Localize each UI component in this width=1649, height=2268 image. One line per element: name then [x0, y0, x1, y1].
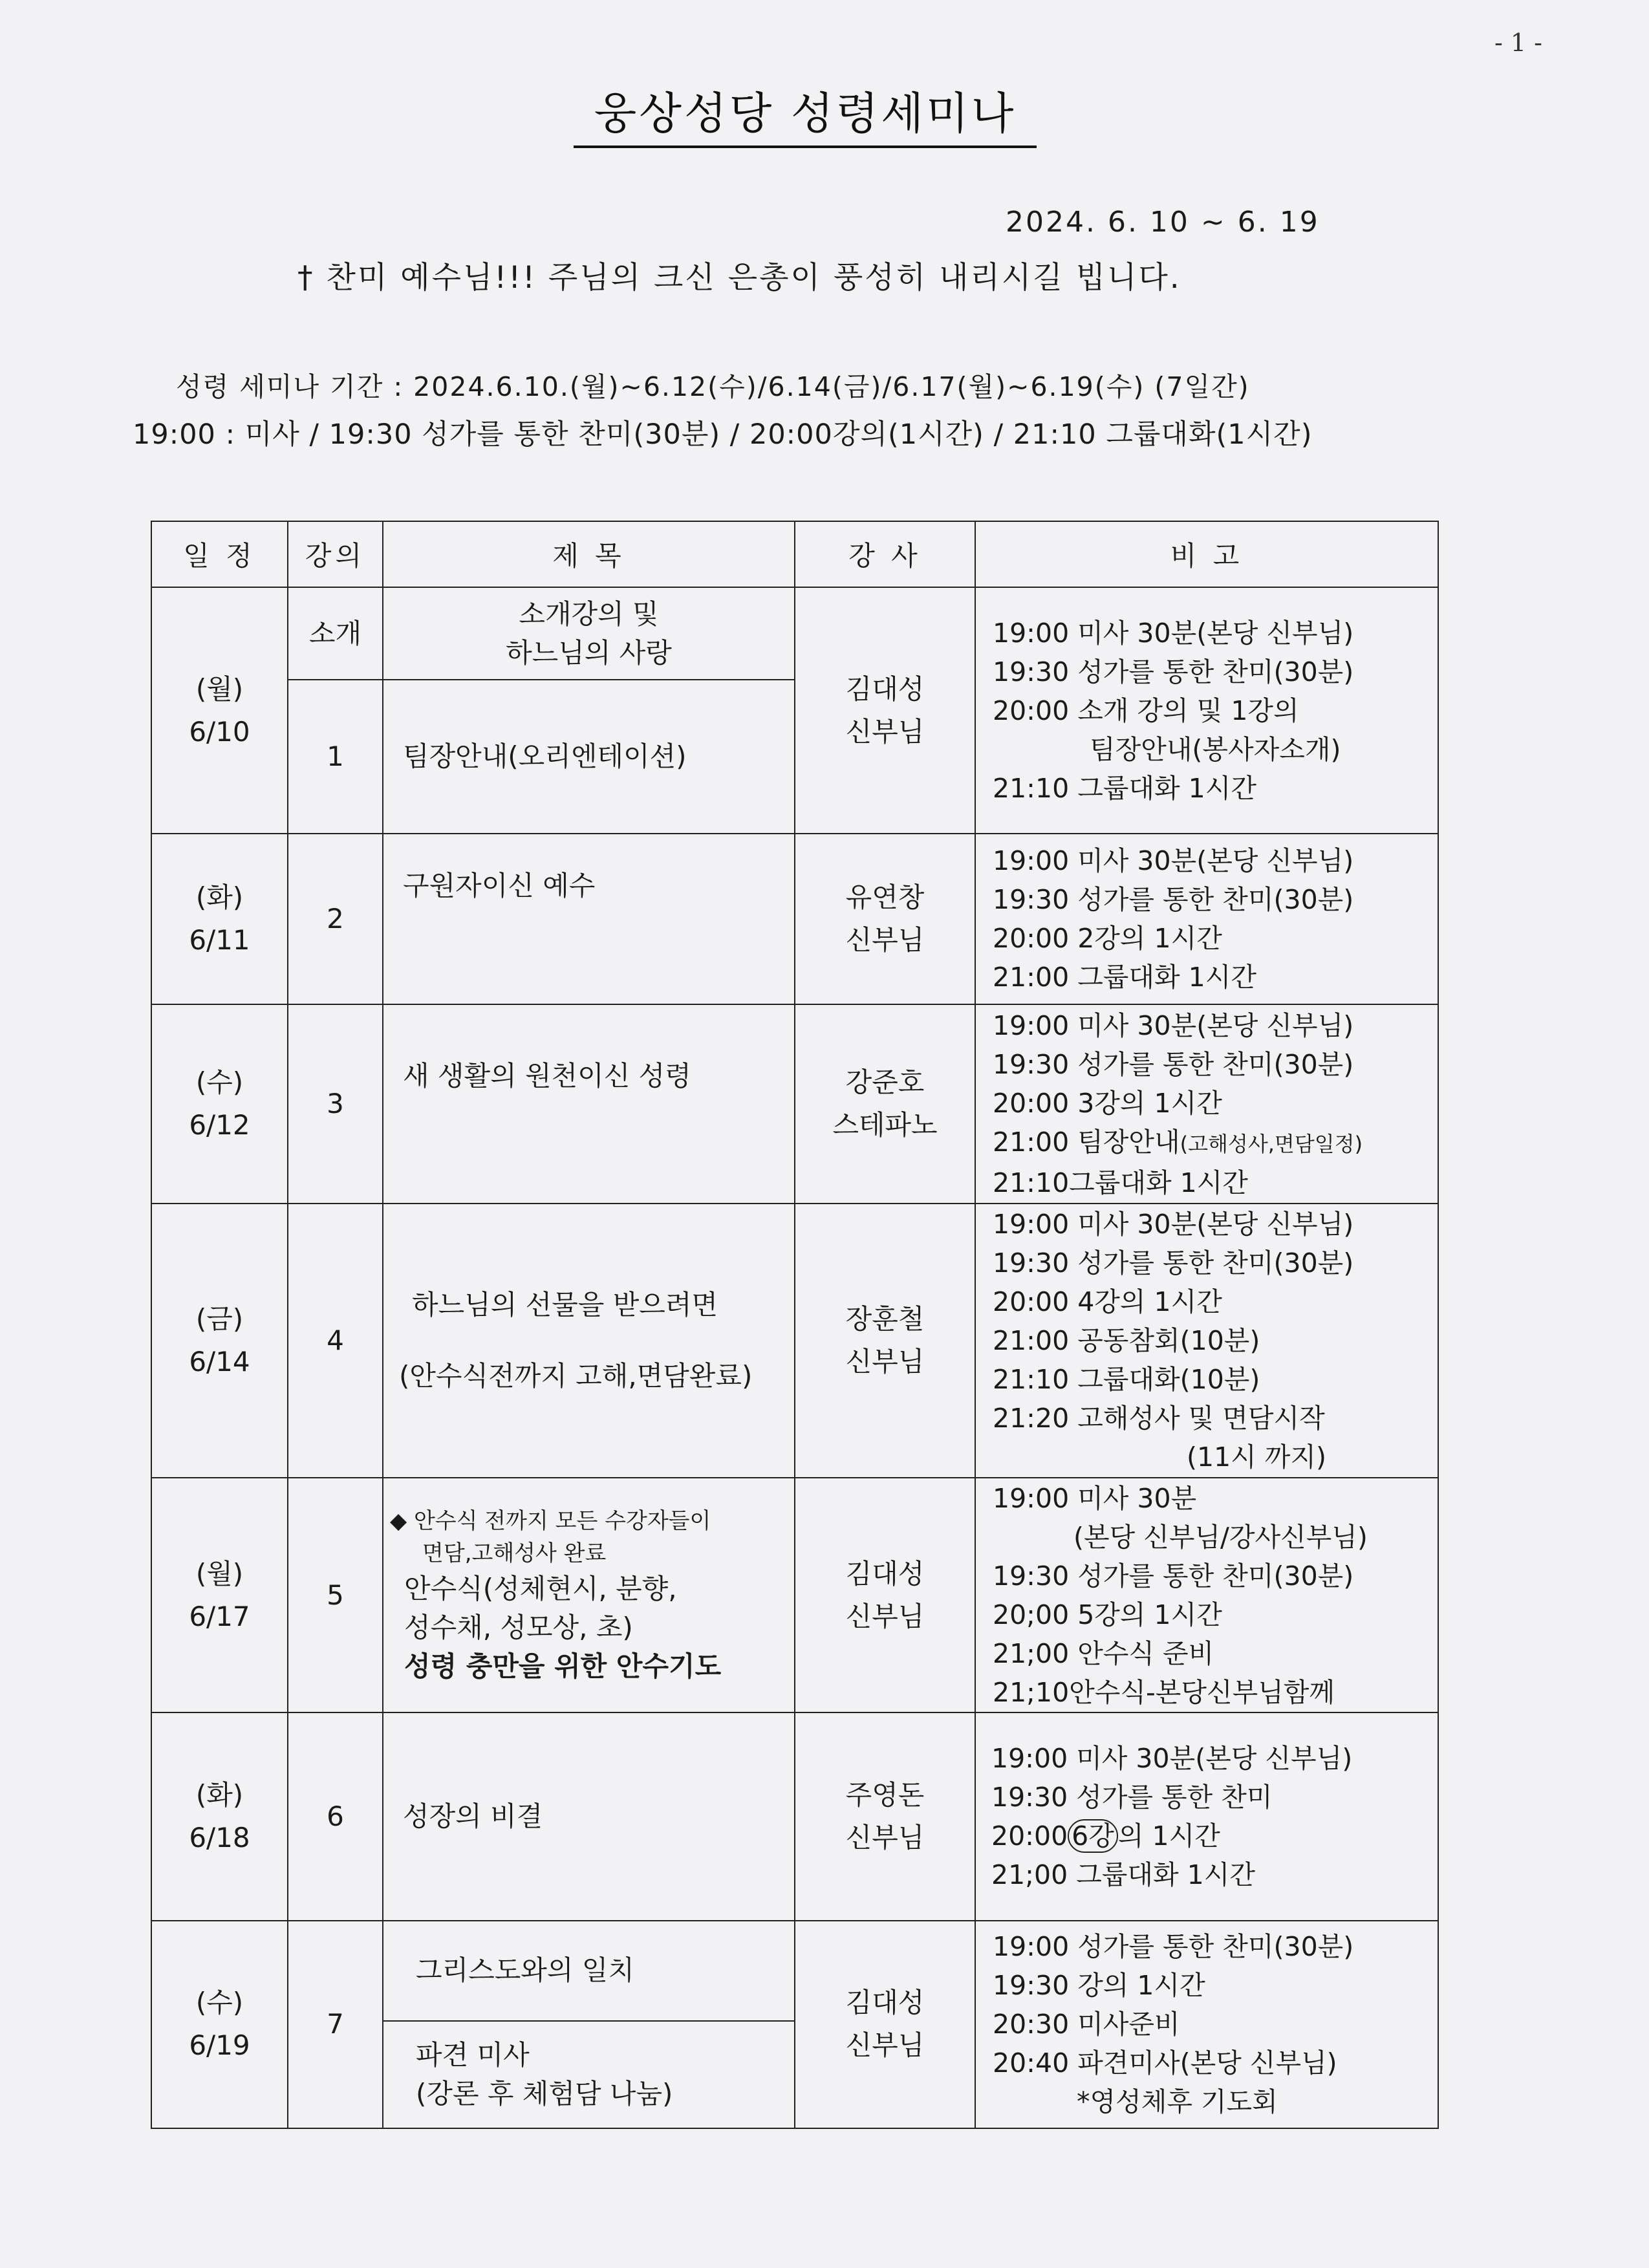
title-line: 소개강의 및	[519, 598, 659, 630]
lecture-cell: 소개	[288, 587, 383, 680]
date-cell	[151, 834, 288, 1004]
notes-cell	[975, 834, 1438, 1004]
note-line: 21;00 안수식 준비	[993, 1637, 1214, 1669]
date-value: 6/18	[189, 1822, 250, 1854]
teacher-cell	[795, 1204, 975, 1478]
teacher-title: 신부님	[845, 923, 925, 956]
note-line: 21:00 그룹대화 1시간	[993, 961, 1256, 993]
teacher-cell	[795, 1921, 975, 2128]
note-line: 21:10 그룹대화(10분)	[993, 1364, 1260, 1396]
header-title: 제 목	[383, 521, 795, 587]
title-line: 하느님의 사랑	[506, 636, 672, 669]
table-row	[151, 587, 1438, 680]
date-cell	[151, 1921, 288, 2128]
teacher-name: 김대성	[845, 673, 925, 705]
note-line: 19:30 성가를 통한 찬미(30분)	[993, 656, 1354, 687]
seminar-period: 성령 세미나 기간 : 2024.6.10.(월)~6.12(수)/6.14(금)/6.17(월)~6.19(수) (7일간)	[176, 371, 1250, 402]
date-value: 6/17	[189, 1600, 250, 1632]
note-line: 19:30 성가를 통한 찬미(30분)	[993, 1560, 1354, 1592]
note-line: 21;10안수식-본당신부님함께	[993, 1676, 1335, 1708]
date-day: (수)	[195, 1066, 244, 1099]
page-number: - 1 -	[1494, 28, 1542, 57]
lecture-cell: 4	[288, 1204, 383, 1478]
header-notes: 비 고	[975, 521, 1438, 587]
note-line: 20:00 2강의 1시간	[993, 922, 1222, 954]
title-line: 파견 미사	[416, 2039, 530, 2071]
date-day: (수)	[195, 1987, 244, 2019]
table-row	[151, 834, 1438, 1004]
note-rest: 의 1시간	[1117, 1820, 1220, 1852]
table-row	[151, 1004, 1438, 1204]
title-cell	[383, 2021, 795, 2128]
note-line: 19:00 성가를 통한 찬미(30분)	[993, 1931, 1354, 1963]
title-line: 성수채, 성모상, 초)	[404, 1611, 633, 1643]
teacher-cell	[795, 587, 975, 834]
date-cell	[151, 1712, 288, 1920]
note-line: 20:40 파견미사(본당 신부님)	[993, 2047, 1337, 2079]
teacher-name: 주영돈	[845, 1779, 925, 1811]
header-lecture: 강의	[288, 521, 383, 587]
date-day: (월)	[195, 673, 244, 705]
note-line	[991, 1817, 1438, 1855]
circled-annotation: 6강	[1068, 1819, 1118, 1853]
teacher-cell	[795, 1004, 975, 1204]
note-line: 19:00 미사 30분	[993, 1482, 1197, 1514]
teacher-name: 장훈철	[845, 1303, 925, 1335]
teacher-cell	[795, 834, 975, 1004]
note-line	[993, 1123, 1438, 1163]
note-line: (본당 신부님/강사신부님)	[1073, 1521, 1368, 1553]
note-line: 19:00 미사 30분(본당 신부님)	[993, 845, 1354, 876]
teacher-name: 강준호	[845, 1066, 925, 1099]
table-row	[151, 1921, 1438, 2022]
note-line: 19:00 미사 30분(본당 신부님)	[991, 1743, 1353, 1775]
teacher-name: 김대성	[845, 1987, 925, 2019]
note-line: 20:00 4강의 1시간	[993, 1286, 1222, 1318]
document-title-text: 웅상성당 성령세미나	[574, 79, 1037, 148]
table-row	[151, 1712, 1438, 1920]
note-line: 19:30 성가를 통한 찬미(30분)	[993, 1048, 1354, 1080]
lecture-cell: 7	[288, 1921, 383, 2128]
table-header-row	[151, 521, 1438, 587]
lecture-cell: 6	[288, 1712, 383, 1920]
date-value: 6/11	[189, 923, 250, 956]
date-day: (화)	[195, 1779, 244, 1811]
date-value: 6/10	[189, 715, 250, 748]
daily-schedule: 19:00 : 미사 / 19:30 성가를 통한 찬미(30분) / 20:00강의(1시간) / 21:10 그룹대화(1시간)	[133, 418, 1313, 451]
note-time: 20:00	[991, 1820, 1068, 1852]
date-cell	[151, 1478, 288, 1712]
teacher-cell	[795, 1478, 975, 1712]
note-line: 19:30 성가를 통한 찬미	[991, 1782, 1273, 1813]
teacher-name: 유연창	[845, 881, 925, 913]
greeting-text: † 찬미 예수님!!! 주님의 크신 은총이 풍성히 내리시길 빕니다.	[297, 260, 1181, 296]
note-line: 21:10 그룹대화 1시간	[993, 772, 1256, 804]
note-line: 20;00 5강의 1시간	[993, 1599, 1222, 1630]
title-line: (강론 후 체험담 나눔)	[416, 2078, 673, 2110]
note-line: 21:20 고해성사 및 면담시작	[993, 1403, 1325, 1434]
header-date: 일 정	[151, 521, 288, 587]
notes-cell	[975, 1712, 1438, 1920]
date-cell	[151, 587, 288, 834]
date-day: (월)	[195, 1557, 244, 1590]
note-line: 팀장안내(봉사자소개)	[1090, 733, 1341, 765]
note-line: 20:00 3강의 1시간	[993, 1087, 1222, 1119]
title-cell	[383, 587, 795, 680]
title-line: (안수식전까지 고해,면담완료)	[399, 1360, 753, 1392]
note-line: 19:00 미사 30분(본당 신부님)	[993, 1209, 1354, 1240]
note-line: 19:30 성가를 통한 찬미(30분)	[993, 1247, 1354, 1279]
lecture-cell: 1	[288, 680, 383, 834]
header-teacher: 강 사	[795, 521, 975, 587]
title-line: 성령 충만을 위한 안수기도	[404, 1650, 722, 1682]
date-day: (금)	[195, 1303, 244, 1335]
title-line: 안수식(성체현시, 분향,	[404, 1572, 677, 1604]
note-line: 20:00 소개 강의 및 1강의	[993, 695, 1299, 726]
teacher-title: 신부님	[845, 715, 925, 748]
teacher-title: 스테파노	[832, 1109, 938, 1141]
note-line-main: 21:00 팀장안내	[993, 1126, 1180, 1158]
date-cell	[151, 1204, 288, 1478]
note-line: 19:00 미사 30분(본당 신부님)	[993, 1010, 1354, 1041]
title-line: 면담,고해성사 완료	[422, 1540, 607, 1566]
date-value: 6/19	[189, 2029, 250, 2062]
teacher-title: 신부님	[845, 1346, 925, 1378]
note-line: 20:30 미사준비	[993, 2009, 1180, 2040]
note-line: 21:10그룹대화 1시간	[993, 1167, 1248, 1198]
teacher-title: 신부님	[845, 2029, 925, 2062]
note-line: 21;00 그룹대화 1시간	[991, 1859, 1255, 1891]
note-line: (11시 까지)	[1187, 1442, 1327, 1473]
teacher-title: 신부님	[845, 1822, 925, 1854]
date-cell	[151, 1004, 288, 1204]
schedule-table	[151, 521, 1439, 2129]
note-line: 19:00 미사 30분(본당 신부님)	[993, 617, 1354, 649]
notes-cell	[975, 587, 1438, 834]
notes-cell	[975, 1004, 1438, 1204]
teacher-name: 김대성	[845, 1557, 925, 1590]
lecture-cell: 5	[288, 1478, 383, 1712]
seminar-date-range: 2024. 6. 10 ~ 6. 19	[1006, 206, 1320, 239]
title-cell: 새 생활의 원천이신 성령	[383, 1004, 795, 1204]
note-line: *영성체후 기도회	[1077, 2086, 1278, 2118]
note-line: 21:00 공동참회(10분)	[993, 1325, 1260, 1357]
title-line: ◆ 안수식 전까지 모든 수강자들이	[390, 1507, 711, 1534]
title-cell	[383, 1478, 795, 1712]
title-cell: 성장의 비결	[383, 1712, 795, 1920]
notes-cell	[975, 1921, 1438, 2128]
note-line: 19:30 강의 1시간	[993, 1970, 1205, 2002]
table-row	[151, 1204, 1438, 1478]
teacher-title: 신부님	[845, 1600, 925, 1632]
date-day: (화)	[195, 881, 244, 913]
lecture-cell: 3	[288, 1004, 383, 1204]
date-value: 6/12	[189, 1109, 250, 1141]
title-cell: 구원자이신 예수	[383, 834, 795, 1004]
note-line: 19:30 성가를 통한 찬미(30분)	[993, 883, 1354, 915]
title-cell	[383, 1204, 795, 1478]
table-row	[151, 1478, 1438, 1712]
date-value: 6/14	[189, 1346, 250, 1378]
title-cell: 팀장안내(오리엔테이션)	[383, 680, 795, 834]
title-cell: 그리스도와의 일치	[383, 1921, 795, 2022]
lecture-cell: 2	[288, 834, 383, 1004]
title-line: 하느님의 선물을 받으려면	[412, 1289, 718, 1321]
note-line-small: (고해성사,면담일정)	[1180, 1131, 1363, 1156]
notes-cell	[975, 1204, 1438, 1478]
teacher-cell	[795, 1712, 975, 1920]
document-title	[0, 79, 1610, 148]
notes-cell	[975, 1478, 1438, 1712]
